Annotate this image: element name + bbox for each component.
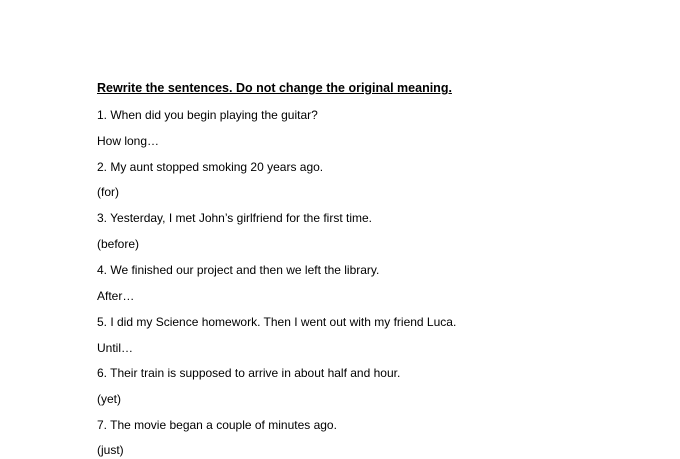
prompt-5: Until…	[97, 341, 134, 355]
sentence-4: 4. We finished our project and then we left the library.	[97, 263, 380, 277]
sentence-3: 3. Yesterday, I met John’s girlfriend for the first time.	[97, 211, 373, 225]
prompt-7: (just)	[97, 443, 124, 457]
prompt-6: (yet)	[97, 392, 121, 406]
worksheet-title: Rewrite the sentences. Do not change the original meaning.	[97, 81, 452, 95]
prompt-4: After…	[97, 289, 135, 303]
sentence-5: 5. I did my Science homework. Then I went out with my friend Luca.	[97, 315, 457, 329]
prompt-1: How long…	[97, 134, 160, 148]
sentence-2: 2. My aunt stopped smoking 20 years ago.	[97, 160, 324, 174]
prompt-2: (for)	[97, 185, 119, 199]
sentence-7: 7. The movie began a couple of minutes ago.	[97, 418, 337, 432]
prompt-3: (before)	[97, 237, 140, 251]
sentence-6: 6. Their train is supposed to arrive in about half and hour.	[97, 366, 401, 380]
sentence-1: 1. When did you begin playing the guitar?	[97, 108, 318, 122]
